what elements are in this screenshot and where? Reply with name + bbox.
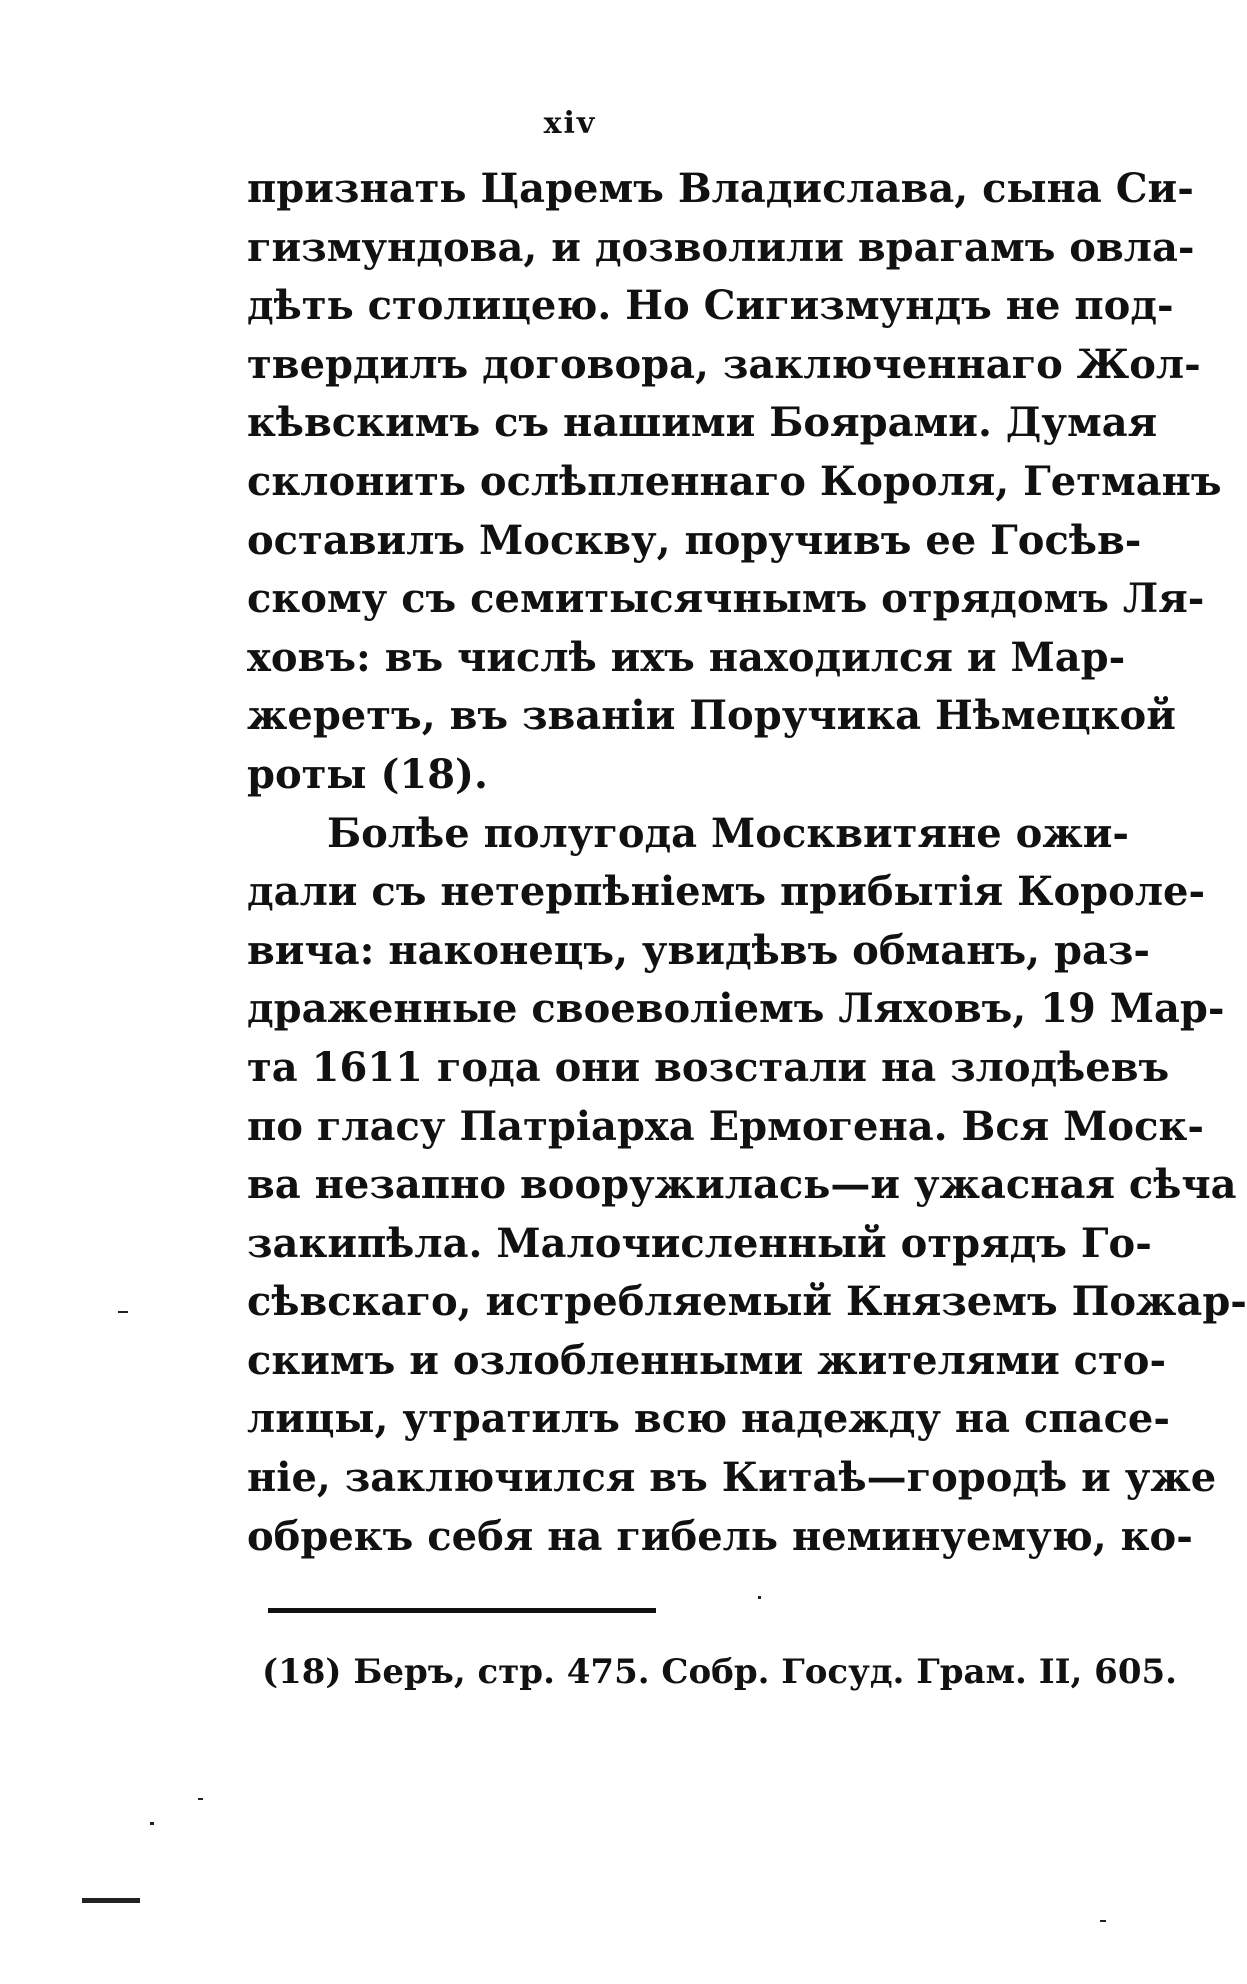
scan-speck (150, 1822, 154, 1825)
paragraph-1 (247, 160, 1222, 805)
text-line: твердилъ договора, заключеннаго Жол- (247, 340, 1201, 388)
text-line: Болѣе полугода Москвитяне ожи- (327, 809, 1130, 857)
text-line: вича: наконецъ, увидѣвъ обманъ, раз- (247, 926, 1151, 974)
text-line: гизмундова, и дозволили врагамъ овла- (247, 223, 1195, 271)
scan-speck (198, 1798, 203, 1800)
main-text (247, 160, 1247, 1566)
text-line: дѣть столицею. Но Сигизмундъ не под- (247, 282, 1174, 330)
scan-speck (1100, 1920, 1106, 1922)
text-line: скимъ и озлобленными жителями сто- (247, 1336, 1167, 1384)
text-line: драженные своеволіемъ Ляховъ, 19 Мар- (247, 985, 1225, 1033)
text-line: сѣвскаго, истребляемый Княземъ Пожар- (247, 1278, 1247, 1326)
paragraph-2 (247, 805, 1247, 1567)
text-line: та 1611 года они возстали на злодѣевъ (247, 1043, 1170, 1091)
text-line: скому съ семитысячнымъ отрядомъ Ля- (247, 575, 1205, 623)
text-line: по гласу Патріарха Ермогена. Вся Моск- (247, 1102, 1204, 1150)
page-number: xiv (543, 106, 597, 141)
text-line: дали съ нетерпѣніемъ прибытія Короле- (247, 868, 1206, 916)
text-line: обрекъ себя на гибель неминуемую, ко- (247, 1512, 1193, 1560)
text-line: жеретъ, въ званіи Поручика Нѣмецкой (247, 692, 1176, 740)
footnote: (18) Беръ, стр. 475. Собр. Госуд. Грам. II, 605. (262, 1652, 1177, 1692)
text-line: лицы, утратилъ всю надежду на спасе- (247, 1395, 1170, 1443)
scan-speck (82, 1898, 140, 1903)
text-line: ва незапно вооружилась—и ужасная сѣча (247, 1161, 1237, 1209)
text-line: ховъ: въ числѣ ихъ находился и Мар- (247, 633, 1126, 681)
text-line: закипѣла. Малочисленный отрядъ Го- (247, 1219, 1152, 1267)
scan-speck (758, 1596, 761, 1599)
text-line: роты (18). (247, 750, 488, 798)
text-line: оставилъ Москву, поручивъ ее Госѣв- (247, 516, 1142, 564)
scan-speck (118, 1311, 128, 1313)
text-line: ніе, заключился въ Китаѣ—городѣ и уже (247, 1454, 1217, 1502)
text-line: склонить ослѣпленнаго Короля, Гетманъ (247, 457, 1222, 505)
footnote-divider (268, 1608, 656, 1613)
text-line: кѣвскимъ съ нашими Боярами. Думая (247, 399, 1158, 447)
text-line: признать Царемъ Владислава, сына Си- (247, 165, 1194, 212)
